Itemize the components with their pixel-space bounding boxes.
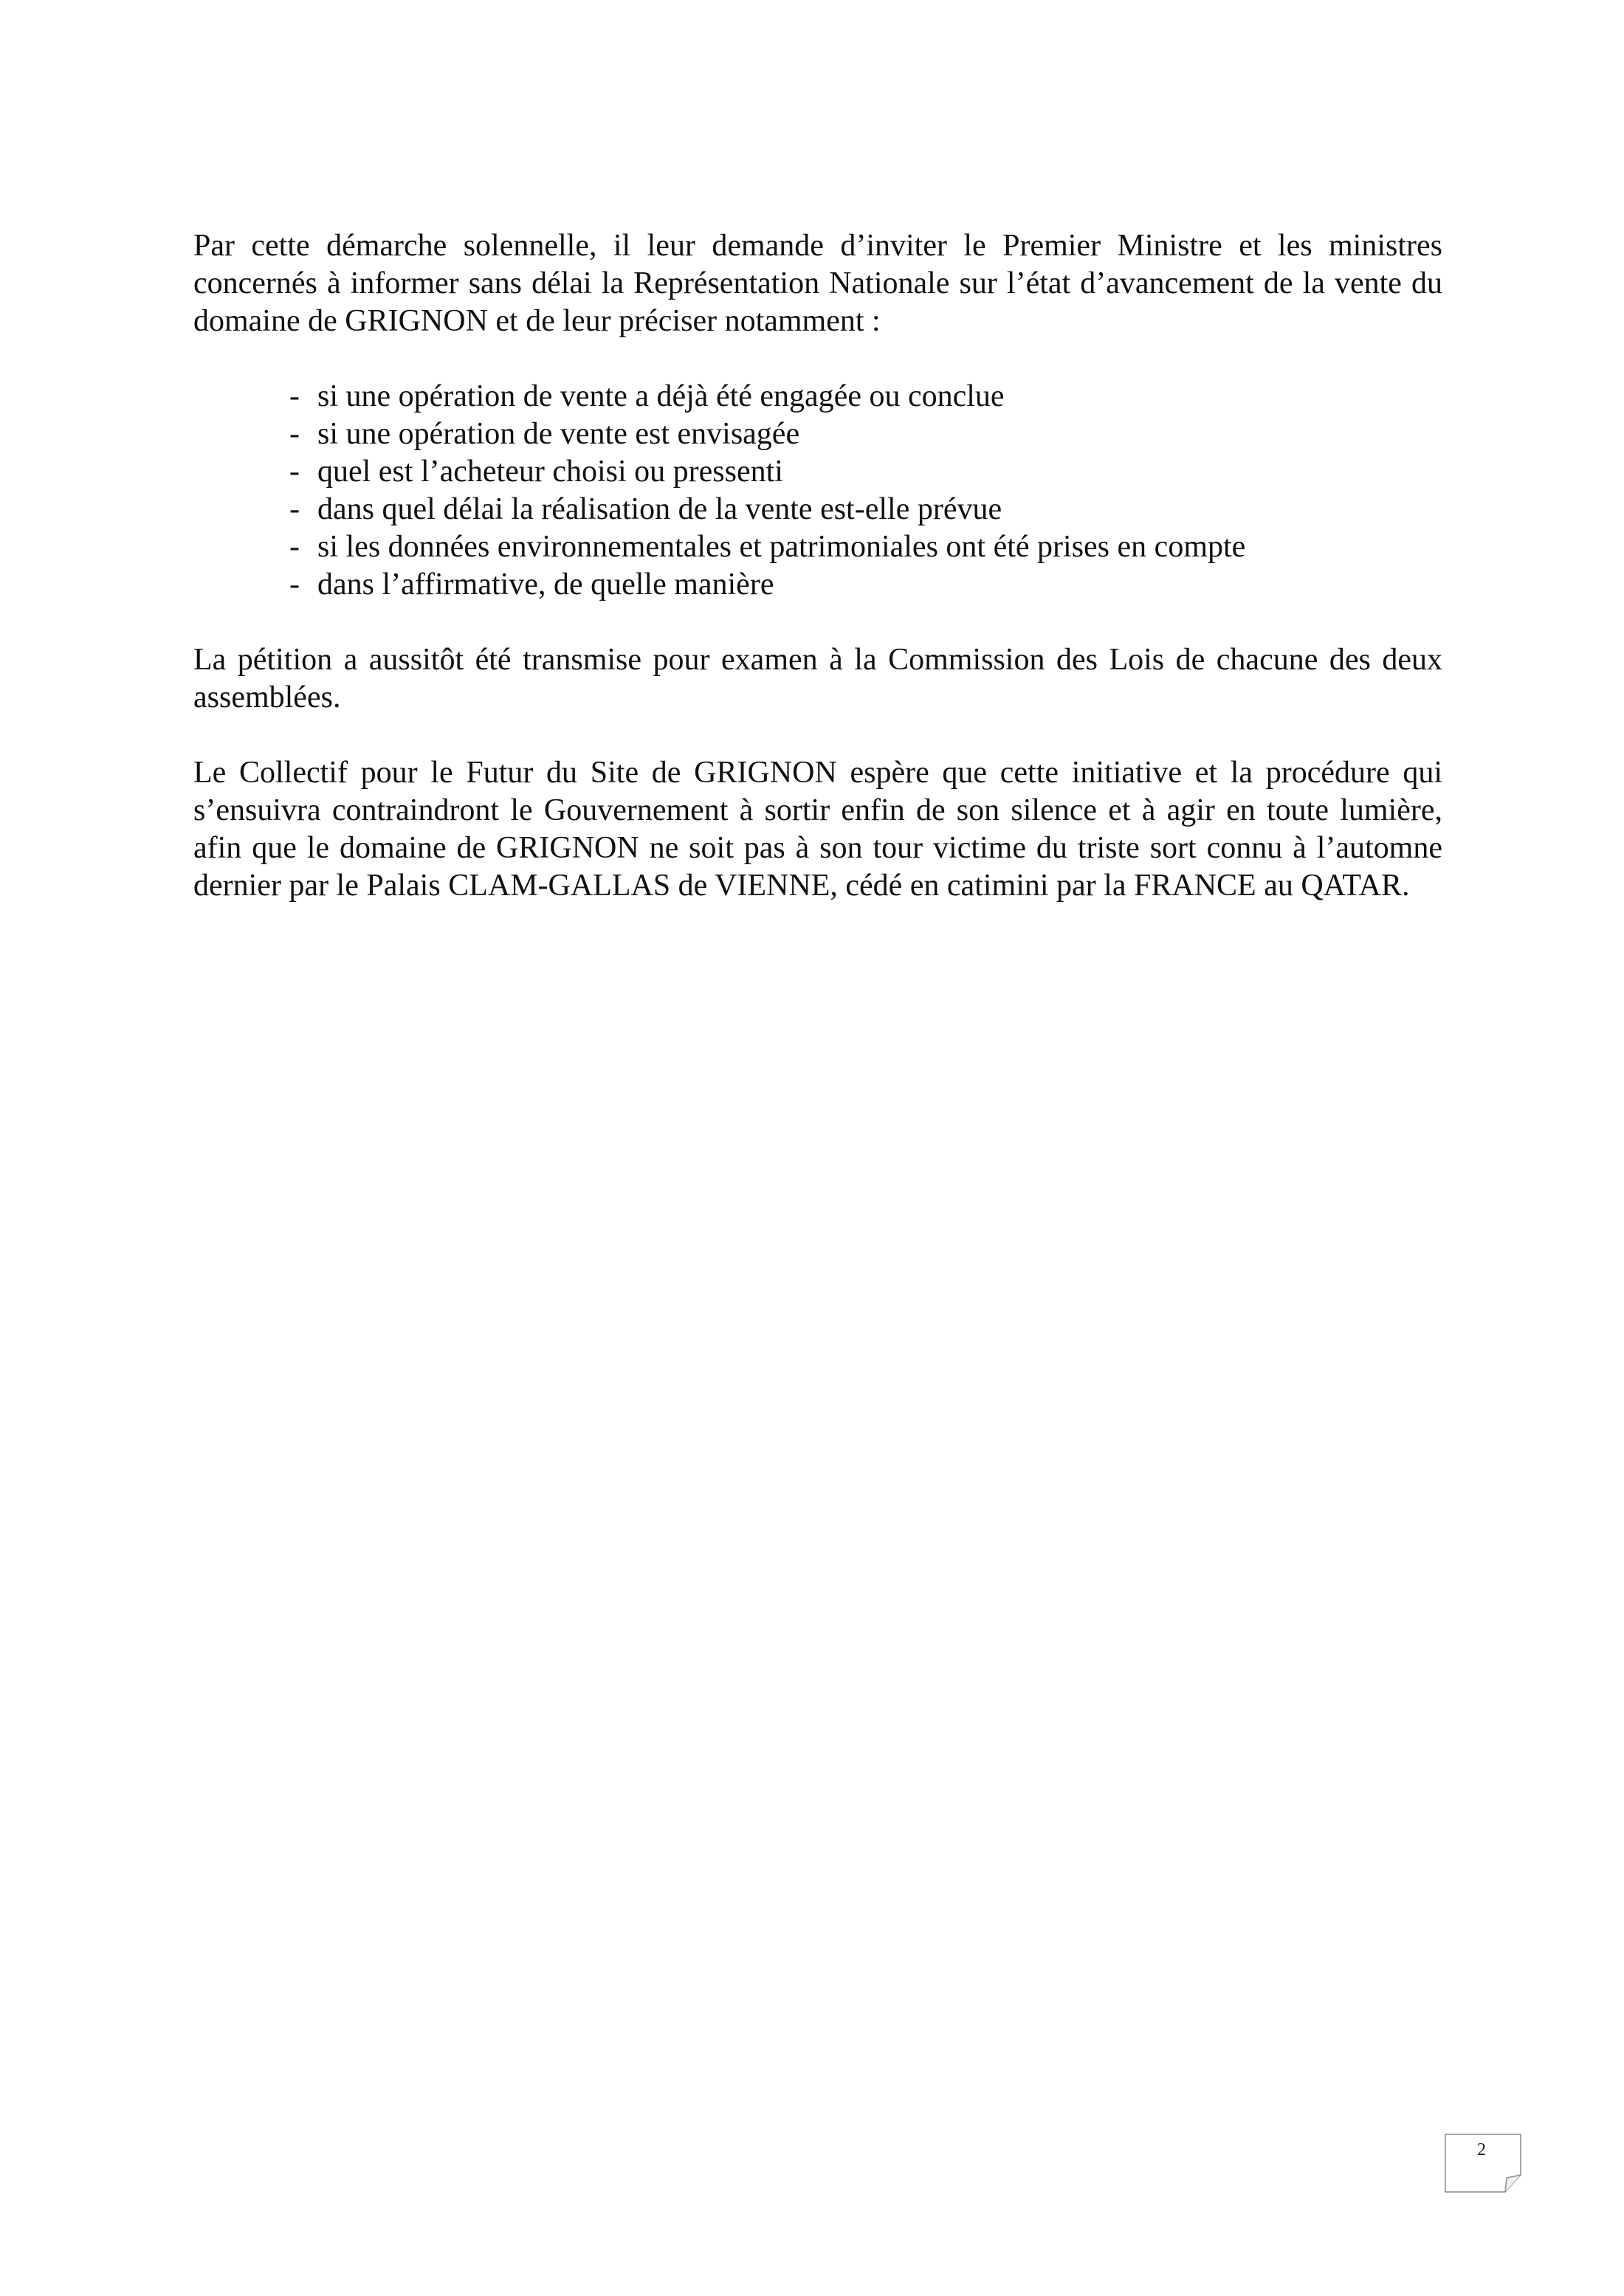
list-item-text: si les données environnementales et patrimoniales ont été prises en compte: [317, 530, 1246, 564]
collectif-paragraph: Le Collectif pour le Futur du Site de GRIGNON espère que cette initiative et la procédure qui s’ensuivra contraindront le Gouvernement à sortir enfin de son silence et à agir en toute lumière, afin que le domaine de GRIGNON ne soit pas à son tour victime du triste sort connu à l’automne dernier par le Palais CLAM-GALLAS de VIENNE, cédé en catimini par la FRANCE au QATAR.: [193, 756, 1442, 903]
bullet-marker: -: [289, 530, 300, 564]
list-item: [289, 528, 1442, 566]
bullet-marker: -: [289, 417, 300, 451]
bullet-marker: -: [289, 379, 300, 413]
list-item-text: dans quel délai la réalisation de la vente est-elle prévue: [317, 492, 1002, 526]
list-item: [289, 453, 1442, 491]
list-item: [289, 491, 1442, 528]
list-item-text: quel est l’acheteur choisi ou pressenti: [317, 455, 783, 489]
list-item: [289, 378, 1442, 416]
page-number: 2: [1477, 2140, 1486, 2159]
intro-paragraph: Par cette démarche solennelle, il leur demande d’inviter le Premier Ministre et les ministres concernés à informer sans délai la Représentation Nationale sur l’état d’avancement de la vente du domaine de GRIGNON et de leur préciser notamment :: [193, 229, 1442, 338]
bullet-marker: -: [289, 568, 300, 601]
petition-paragraph: La pétition a aussitôt été transmise pour examen à la Commission des Lois de chacune des deux assemblées.: [193, 643, 1442, 714]
list-item-text: si une opération de vente a déjà été engagée ou conclue: [317, 379, 1005, 413]
list-item: [289, 416, 1442, 453]
bullet-marker: -: [289, 492, 300, 526]
request-list: [193, 378, 1442, 604]
list-item-text: si une opération de vente est envisagée: [317, 417, 800, 451]
page-number-box: [1445, 2134, 1521, 2193]
list-item: [289, 566, 1442, 604]
document-body: [193, 227, 1442, 905]
bullet-marker: -: [289, 455, 300, 489]
list-item-text: dans l’affirmative, de quelle manière: [317, 568, 774, 601]
